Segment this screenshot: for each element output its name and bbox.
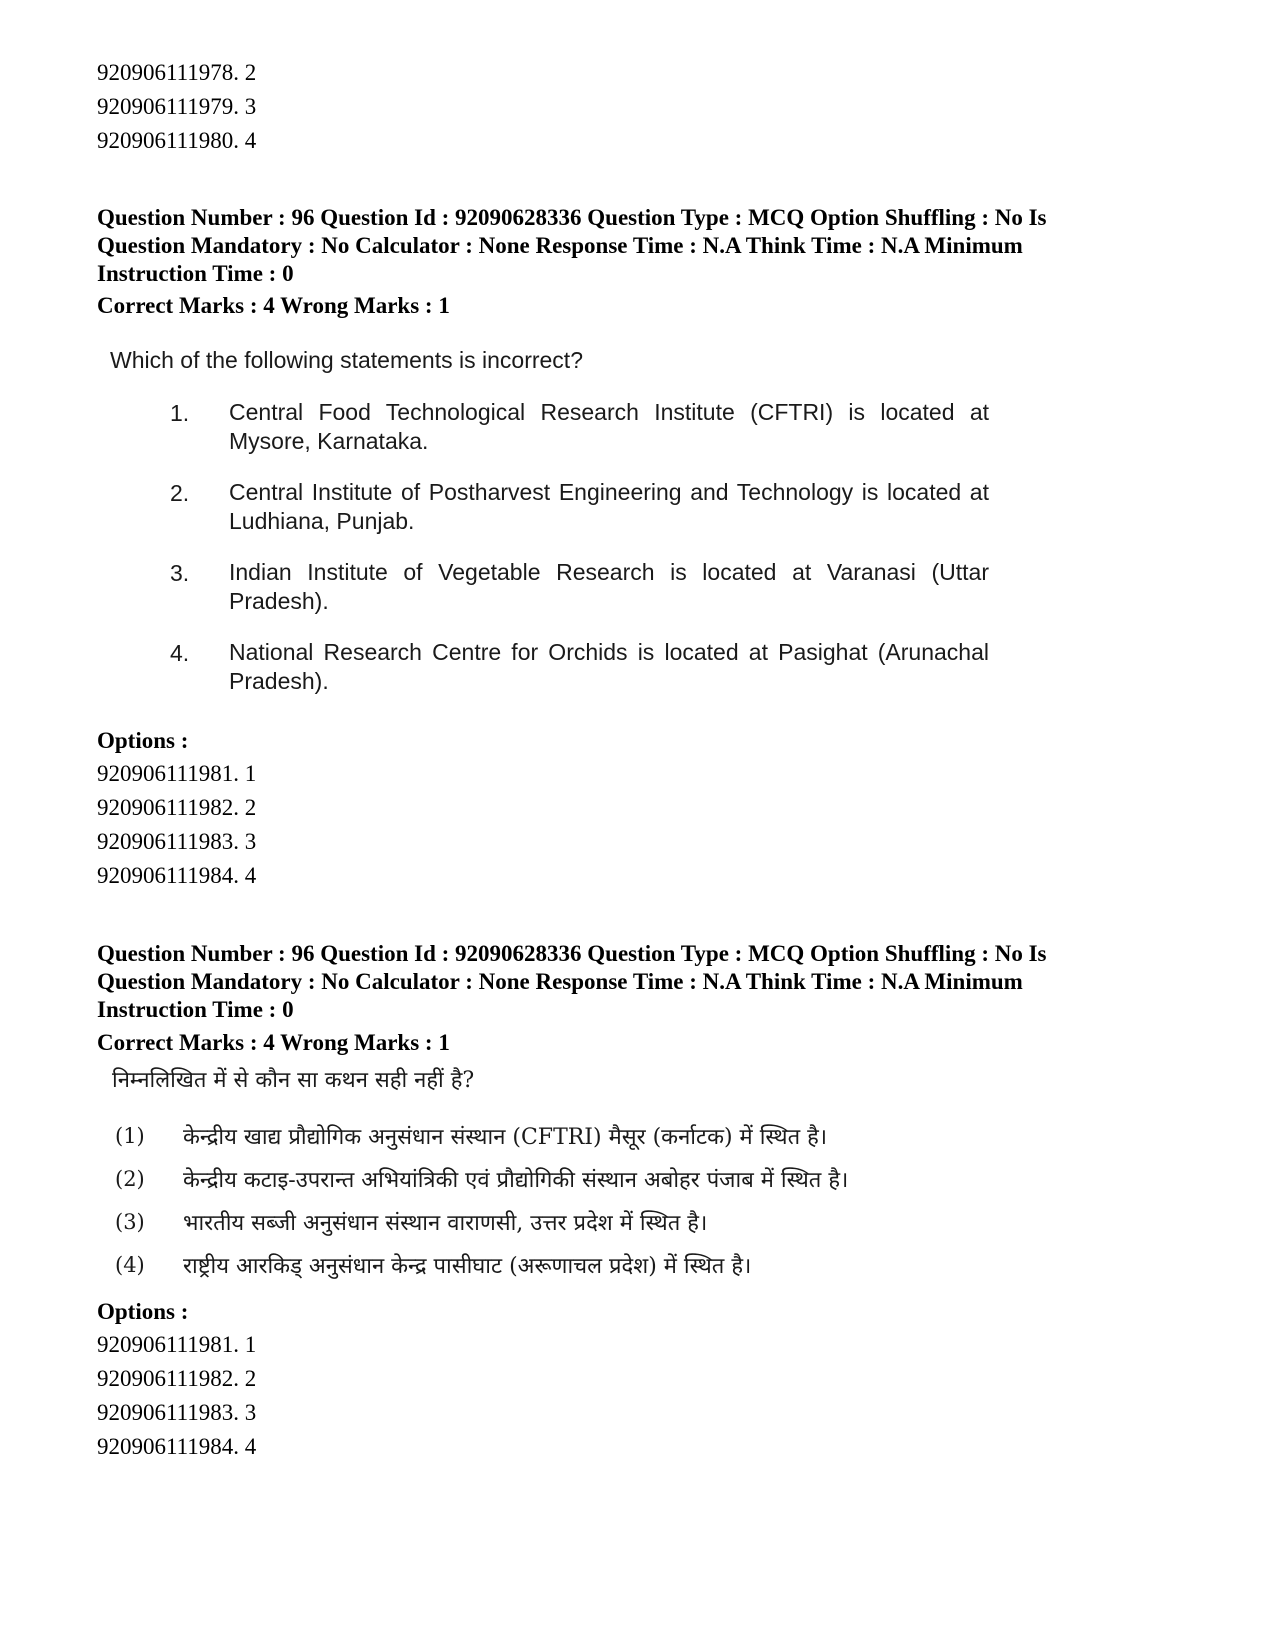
option-line: 920906111984. 4 (97, 863, 257, 888)
question-marks: Correct Marks : 4 Wrong Marks : 1 (97, 1030, 450, 1055)
option-line: 920906111978. 2 (97, 60, 257, 85)
statement-text: केन्द्रीय कटाइ-उपरान्त अभियांत्रिकी एवं प्रौद्योगिकी संस्थान अबोहर पंजाब में स्थित है। (183, 1168, 849, 1193)
statement-number: 3. (170, 560, 190, 586)
option-line: 920906111981. 1 (97, 1332, 257, 1357)
question-meta: Question Number : 96 Question Id : 92090628336 Question Type : MCQ Option Shuffling : No Is Question Mandatory : No Calculator : None Response Time : N.A Think Time : N.A Minimum Instruction Time : 0 (97, 205, 1047, 286)
statement-number: 2. (170, 480, 190, 506)
option-line: 920906111983. 3 (97, 1400, 257, 1425)
statement-number: (1) (115, 1124, 145, 1148)
option-line: 920906111981. 1 (97, 761, 257, 786)
statement-number: (4) (115, 1253, 145, 1277)
option-line: 920906111984. 4 (97, 1434, 257, 1459)
statement-text: भारतीय सब्जी अनुसंधान संस्थान वाराणसी, उत्तर प्रदेश में स्थित है। (183, 1211, 708, 1236)
option-line: 920906111982. 2 (97, 795, 257, 820)
options-label: Options : (97, 728, 189, 753)
statement-number: 4. (170, 640, 190, 666)
statement-text: Central Institute of Postharvest Engineering and Technology is located at Ludhiana, Punjab. (229, 479, 989, 534)
statement-number: (3) (115, 1210, 145, 1234)
question-stem: निम्नलिखित में से कौन सा कथन सही नहीं है? (112, 1068, 475, 1093)
option-line: 920906111980. 4 (97, 128, 257, 153)
option-line: 920906111983. 3 (97, 829, 257, 854)
statement-number: 1. (170, 400, 190, 426)
option-line: 920906111979. 3 (97, 94, 257, 119)
statement-text: राष्ट्रीय आरकिड् अनुसंधान केन्द्र पासीघाट (अरूणाचल प्रदेश) में स्थित है। (183, 1254, 752, 1279)
statement-text: Central Food Technological Research Institute (CFTRI) is located at Mysore, Karnataka. (229, 399, 989, 454)
question-meta: Question Number : 96 Question Id : 92090628336 Question Type : MCQ Option Shuffling : No Is Question Mandatory : No Calculator : None Response Time : N.A Think Time : N.A Minimum Instruction Time : 0 (97, 941, 1047, 1022)
question-stem: Which of the following statements is incorrect? (110, 347, 583, 373)
statement-text: National Research Centre for Orchids is located at Pasighat (Arunachal Pradesh). (229, 639, 989, 694)
question-marks: Correct Marks : 4 Wrong Marks : 1 (97, 293, 450, 318)
options-label: Options : (97, 1299, 189, 1324)
option-line: 920906111982. 2 (97, 1366, 257, 1391)
statement-text: केन्द्रीय खाद्य प्रौद्योगिक अनुसंधान संस्थान (CFTRI) मैसूर (कर्नाटक) में स्थित है। (183, 1125, 828, 1150)
statement-number: (2) (115, 1167, 145, 1191)
statement-text: Indian Institute of Vegetable Research is located at Varanasi (Uttar Pradesh). (229, 559, 989, 614)
